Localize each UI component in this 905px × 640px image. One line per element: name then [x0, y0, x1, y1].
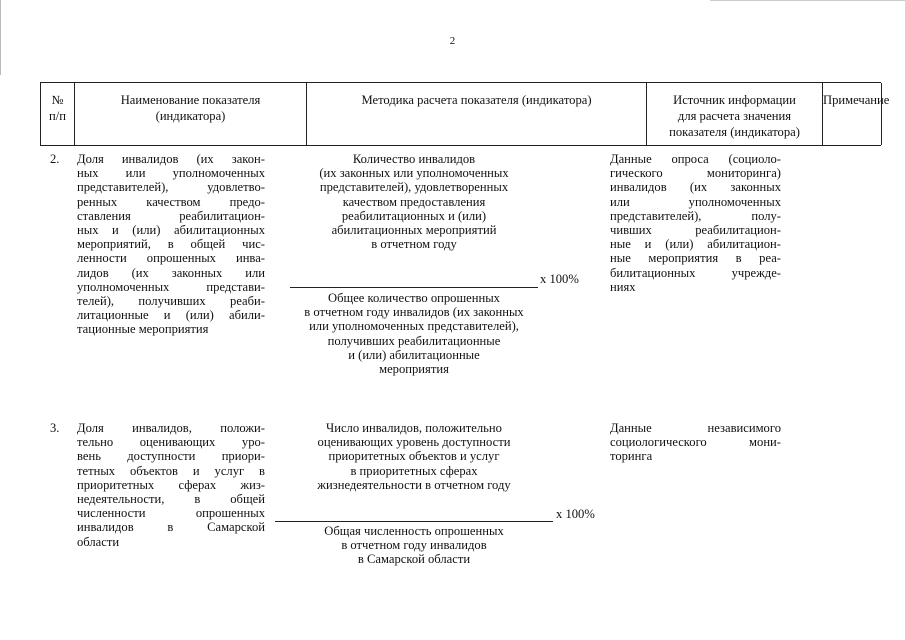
source-line: представителей), полу- — [610, 208, 781, 223]
indicator-name-line: представителей), удовлетво- — [77, 180, 265, 195]
indicator-name-line: недеятельности, в общей — [77, 491, 265, 506]
denominator-line: в отчетном году инвалидов (их законных — [304, 305, 524, 320]
numerator-line: реабилитационных и (или) — [341, 208, 487, 223]
source-line: ные мероприятия в реа- — [610, 251, 781, 266]
indicator-name-line: тетных объектов и услуг в — [77, 463, 265, 478]
source-line: гического мониторинга) — [610, 166, 781, 181]
source-line: Данные независимого — [610, 421, 781, 435]
multiplier: x 100% — [540, 272, 579, 286]
denominator-line: Общая численность опрошенных — [324, 524, 504, 538]
indicator-name-line: вень доступности приори- — [77, 449, 265, 464]
source-line: или уполномоченных — [610, 194, 781, 209]
indicator-name-line: ренных качеством предо- — [77, 194, 265, 209]
row-number: 3. — [50, 421, 60, 435]
source-line: инвалидов (их законных — [610, 180, 781, 195]
indicator-name-line: численности опрошенных — [77, 506, 265, 521]
indicator-name-line: Доля инвалидов, положи- — [77, 421, 265, 435]
denominator-line: или уполномоченных представителей), — [309, 319, 519, 334]
numerator-line: (их законных или уполномоченных — [319, 166, 509, 181]
row-number: 2. — [50, 152, 60, 166]
source-line: ниях — [610, 279, 636, 294]
numerator-line: приоритетных объектов и услуг — [328, 449, 500, 464]
header-num-line: № — [51, 93, 64, 107]
numerator-line: жизнедеятельности в отчетном году — [317, 477, 511, 492]
indicator-name-line: ных и (или) абилитационных — [77, 222, 265, 237]
denominator-line: и (или) абилитационные — [348, 347, 480, 362]
indicator-name-line: инвалидов в Самарской — [77, 520, 265, 535]
numerator-line: в отчетном году — [371, 237, 457, 252]
indicator-name-line: телей), получивших реаби- — [77, 293, 265, 308]
header-note-line: Примечание — [823, 93, 890, 107]
indicator-name — [77, 152, 265, 336]
header-num — [41, 83, 75, 145]
numerator-line: представителей), удовлетворенных — [319, 180, 509, 195]
source-line: чивших реабилитацион- — [610, 222, 781, 237]
indicator-name-line: ленности опрошенных инва- — [77, 251, 265, 266]
denominator-line: мероприятия — [379, 362, 449, 377]
header-source-line: для расчета значения — [677, 109, 792, 123]
denominator-line: в Самарской области — [357, 552, 471, 567]
header-name — [75, 83, 307, 145]
header-source-line: показателя (индикатора) — [669, 125, 800, 139]
denominator-line: получивших реабилитационные — [327, 333, 501, 348]
source-line: Данные опроса (социоло- — [610, 152, 781, 166]
formula-numerator — [275, 421, 553, 492]
scan-edge-mark — [710, 0, 905, 1]
header-method-line: Методика расчета показателя (индикатора) — [361, 93, 592, 107]
header-source-line: Источник информации — [673, 93, 796, 107]
indicator-name-line: области — [77, 534, 120, 549]
header-note — [823, 83, 890, 145]
header-name-line: Наименование показателя — [120, 93, 261, 107]
indicator-name-line: приоритетных сферах жиз- — [77, 477, 265, 492]
indicator-name-line: ставления реабилитацион- — [77, 208, 265, 223]
indicator-name-line: лидов (их законных или — [77, 265, 265, 280]
formula-numerator — [290, 152, 538, 251]
source-line: социологического мони- — [610, 435, 781, 450]
indicator-name — [77, 421, 265, 549]
numerator-line: в приоритетных сферах — [350, 463, 478, 478]
denominator-line: в отчетном году инвалидов — [341, 538, 487, 553]
numerator-line: качеством предоставления — [342, 194, 486, 209]
indicator-name-line: Доля инвалидов (их закон- — [77, 152, 265, 166]
source-line: ные и (или) абилитацион- — [610, 237, 781, 252]
numerator-line: Количество инвалидов — [352, 152, 476, 166]
numerator-line: абилитационных мероприятий — [331, 223, 497, 238]
scan-edge-mark — [0, 0, 1, 75]
numerator-line: Число инвалидов, положительно — [326, 421, 502, 435]
indicator-name-line: литационные и (или) абили- — [77, 308, 265, 323]
source-line: торинга — [610, 449, 653, 464]
header-num-line: п/п — [49, 109, 66, 123]
formula-denominator — [275, 524, 553, 567]
source-info — [610, 421, 781, 464]
source-line: билитационных учрежде- — [610, 265, 781, 280]
fraction-bar — [290, 287, 538, 288]
numerator-line: оценивающих уровень доступности — [317, 435, 511, 450]
multiplier: x 100% — [556, 507, 595, 521]
header-source — [647, 83, 823, 145]
indicator-name-line: ных или уполномоченных — [77, 166, 265, 181]
indicator-name-line: тационные мероприятия — [77, 322, 209, 337]
indicator-name-line: тельно оценивающих уро- — [77, 435, 265, 450]
indicator-name-line: мероприятий, в общей чис- — [77, 237, 265, 252]
indicator-name-line: уполномоченных представи- — [77, 279, 265, 294]
fraction-bar — [275, 521, 553, 522]
header-method — [307, 83, 647, 145]
denominator-line: Общее количество опрошенных — [328, 291, 500, 305]
header-name-line: (индикатора) — [155, 109, 226, 123]
source-info — [610, 152, 781, 294]
page-number: 2 — [449, 35, 456, 47]
formula-denominator — [290, 291, 538, 376]
table-header — [40, 82, 890, 146]
